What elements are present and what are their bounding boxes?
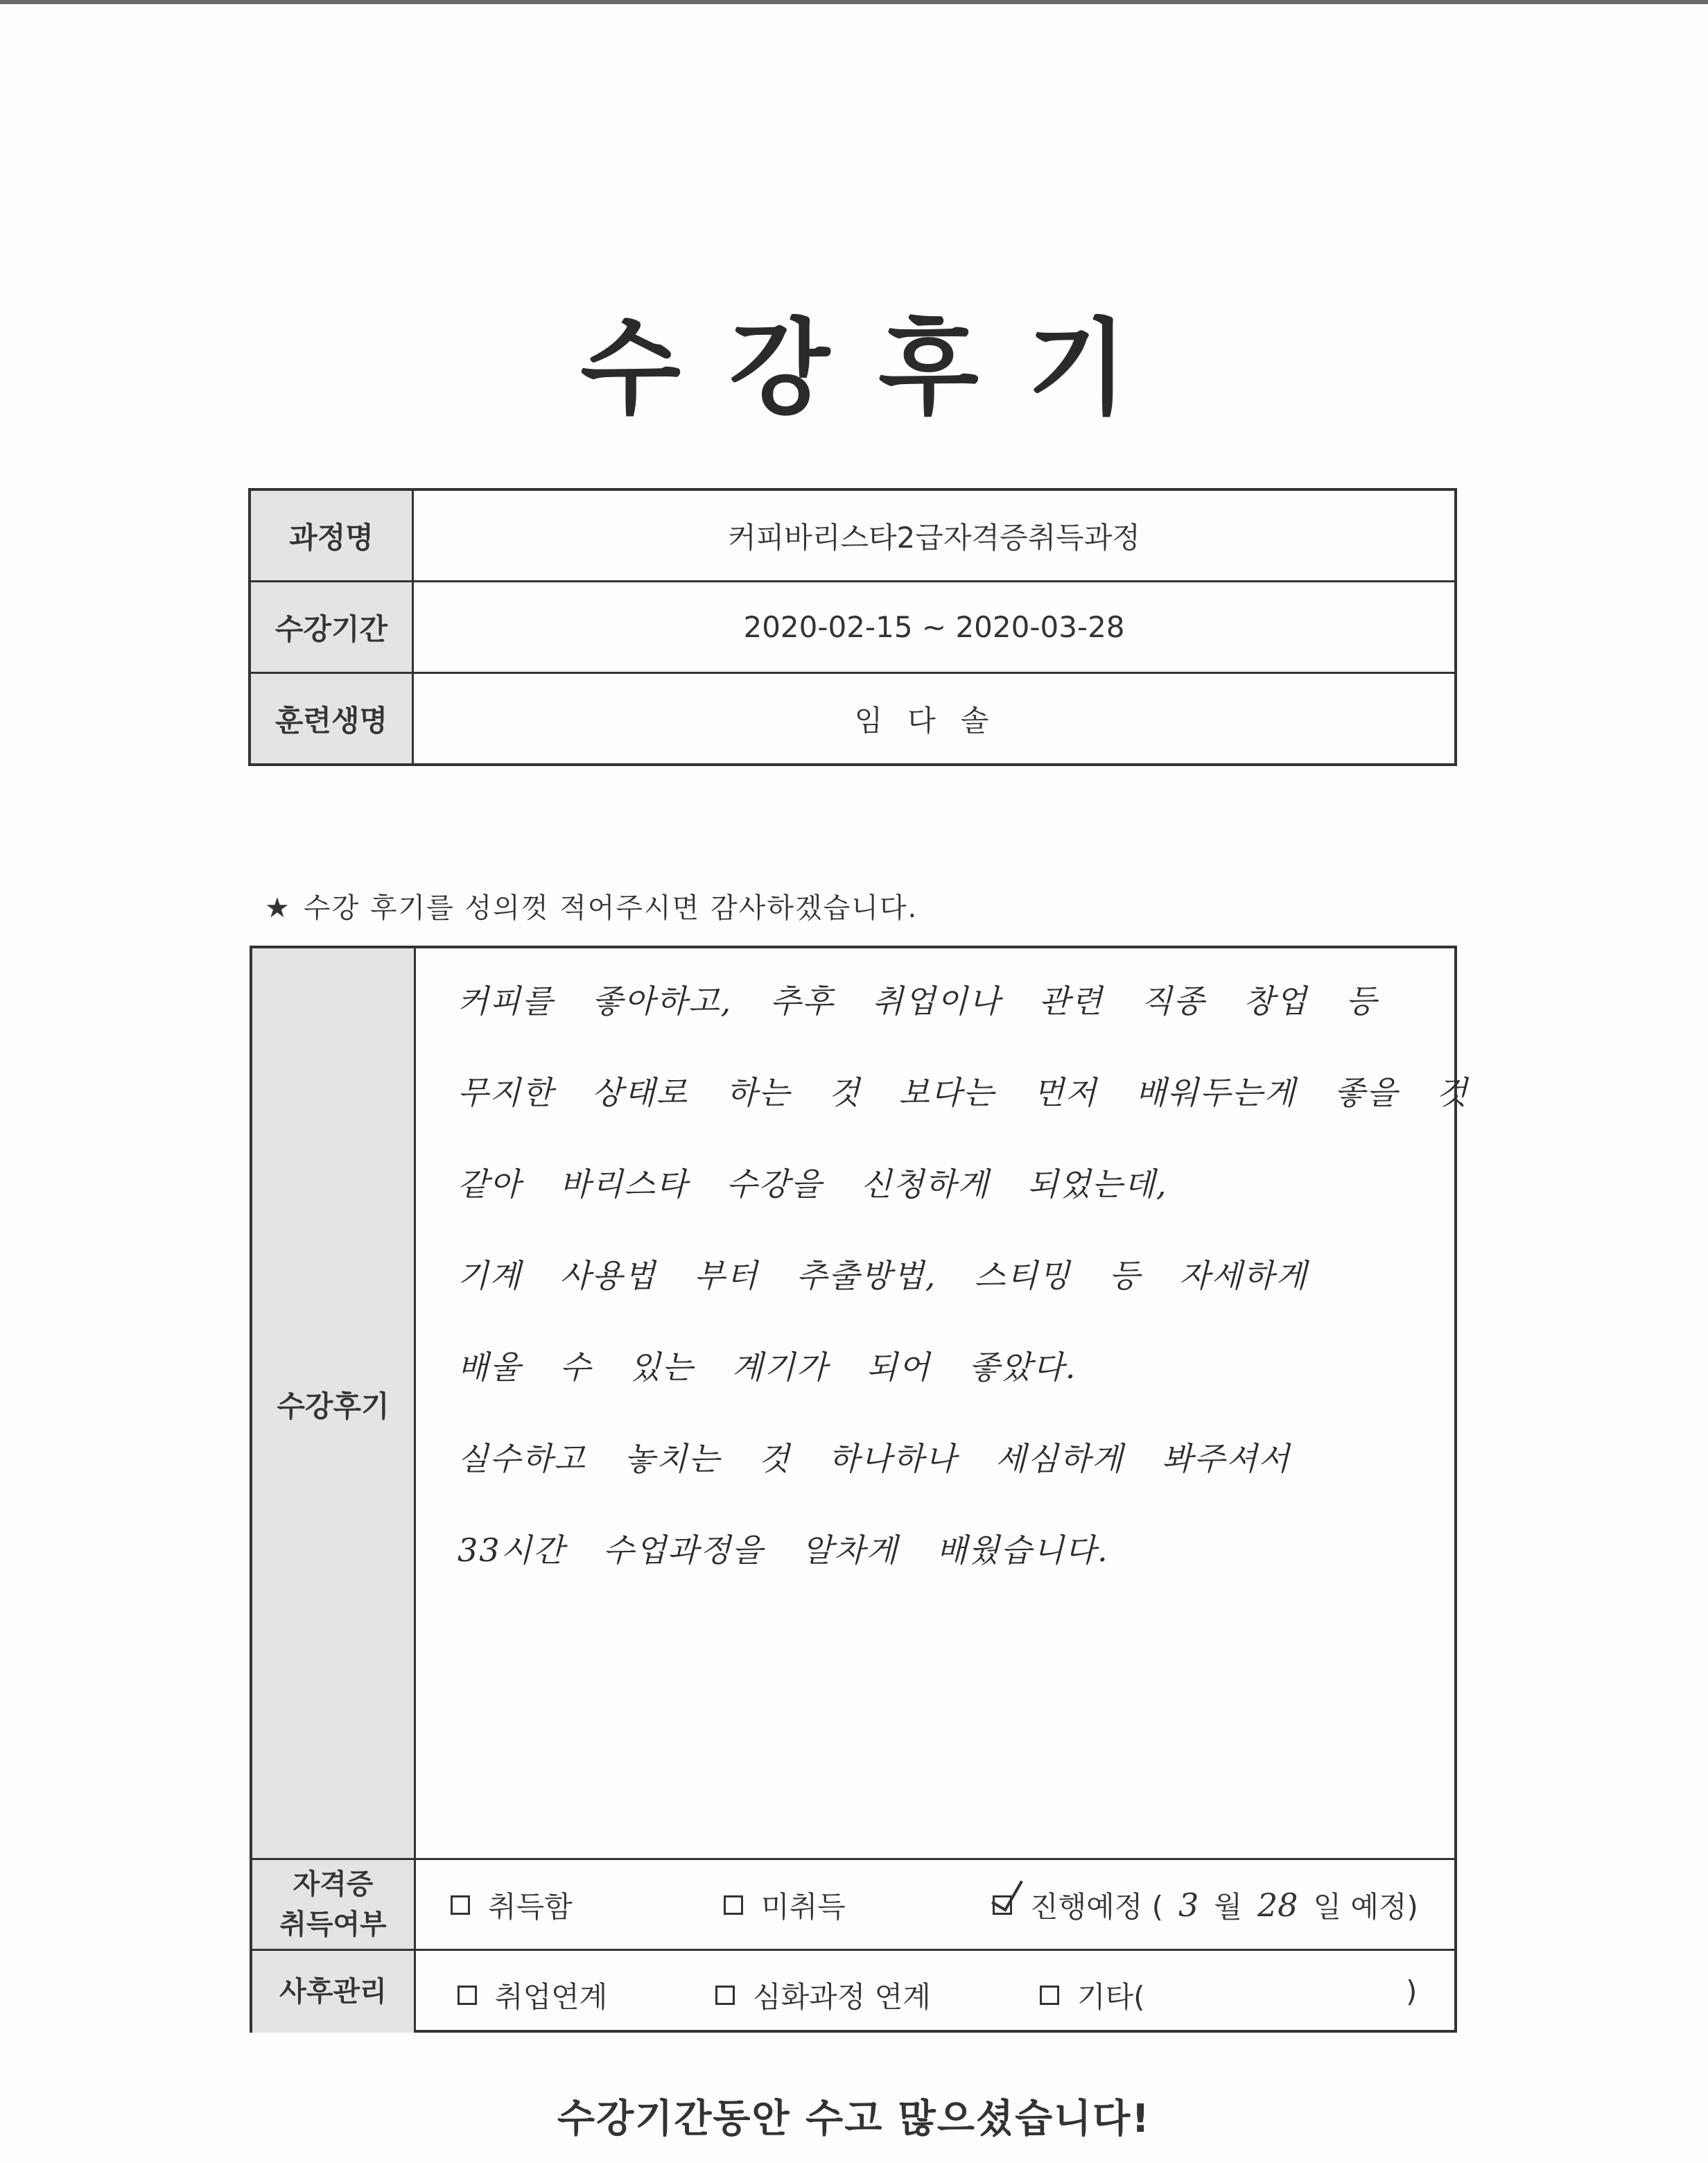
review-section bbox=[250, 946, 1469, 2033]
notice-text bbox=[265, 886, 918, 926]
checkbox-icon[interactable] bbox=[724, 1895, 743, 1915]
review-line: 커피를 좋아하고, 추후 취업이나 관련 직종 창업 등 bbox=[458, 982, 1378, 1020]
month-unit: 월 bbox=[1214, 1890, 1242, 1924]
row-divider bbox=[252, 1949, 1454, 1951]
option-in-progress-label: 진행예정 ( bbox=[1030, 1890, 1164, 1924]
course-info-table bbox=[248, 488, 1457, 766]
option-acquired-label: 취득함 bbox=[488, 1890, 573, 1924]
followup-label: 사후관리 bbox=[252, 1951, 416, 2033]
course-row bbox=[250, 489, 1456, 582]
expected-month: 3 bbox=[1178, 1886, 1199, 1924]
option-not-acquired-label: 미취득 bbox=[761, 1890, 846, 1924]
review-line: 실수하고 놓치는 것 하나하나 세심하게 봐주셔서 bbox=[458, 1440, 1291, 1477]
review-line: 같아 바리스타 수강을 신청하게 되었는데, bbox=[458, 1165, 1168, 1203]
option-advanced[interactable] bbox=[715, 1974, 931, 2016]
trainee-row bbox=[250, 673, 1456, 765]
review-line: 배울 수 있는 계기가 되어 좋았다. bbox=[458, 1348, 1077, 1386]
notice-message: 수강 후기를 성의껏 적어주시면 감사하겠습니다. bbox=[303, 892, 918, 924]
course-label: 과정명 bbox=[250, 489, 413, 582]
certification-label-line1: 자격증 bbox=[293, 1868, 374, 1900]
option-job-label: 취업연계 bbox=[495, 1980, 608, 2014]
option-not-acquired[interactable] bbox=[724, 1884, 846, 1926]
option-other[interactable] bbox=[1040, 1974, 1145, 2016]
page-title: 수강후기 bbox=[580, 309, 1176, 429]
option-acquired[interactable] bbox=[451, 1884, 573, 1926]
certification-label-line2: 취득여부 bbox=[279, 1909, 387, 1940]
period-value: 2020-02-15 ~ 2020-03-28 bbox=[413, 582, 1456, 673]
review-line: 무지한 상태로 하는 것 보다는 먼저 배워두는게 좋을 것 bbox=[458, 1074, 1469, 1111]
option-other-close: ) bbox=[1406, 1974, 1418, 2008]
review-line: 33시간 수업과정을 알차게 배웠습니다. bbox=[458, 1531, 1109, 1569]
checkbox-icon[interactable] bbox=[715, 1986, 735, 2005]
star-icon: ★ bbox=[265, 892, 291, 924]
trainee-label: 훈련생명 bbox=[250, 673, 413, 765]
checkbox-icon[interactable] bbox=[458, 1986, 477, 2005]
checkbox-icon[interactable] bbox=[451, 1895, 470, 1915]
trainee-name: 임다솔 bbox=[413, 673, 1456, 765]
period-row bbox=[250, 582, 1456, 673]
option-other-label: 기타( bbox=[1077, 1980, 1145, 2014]
row-divider bbox=[252, 1858, 1454, 1860]
review-line: 기계 사용법 부터 추출방법, 스티밍 등 자세하게 bbox=[458, 1257, 1308, 1294]
checkbox-icon[interactable] bbox=[1040, 1986, 1059, 2005]
certification-label bbox=[252, 1860, 416, 1949]
scan-edge bbox=[0, 0, 1708, 4]
day-unit: 일 예정) bbox=[1313, 1890, 1418, 1924]
option-advanced-label: 심화과정 연계 bbox=[753, 1980, 931, 2014]
footer-message: 수강기간동안 수고 많으셨습니다! bbox=[557, 2096, 1151, 2142]
review-handwritten-text bbox=[458, 976, 1469, 1617]
expected-day: 28 bbox=[1257, 1886, 1298, 1924]
option-in-progress[interactable] bbox=[993, 1884, 1418, 1926]
checkbox-checked-icon[interactable] bbox=[993, 1895, 1012, 1915]
review-label: 수강후기 bbox=[252, 948, 416, 1861]
course-value: 커피바리스타2급자격증취득과정 bbox=[413, 489, 1456, 582]
option-job[interactable] bbox=[458, 1974, 607, 2016]
period-label: 수강기간 bbox=[250, 582, 413, 673]
